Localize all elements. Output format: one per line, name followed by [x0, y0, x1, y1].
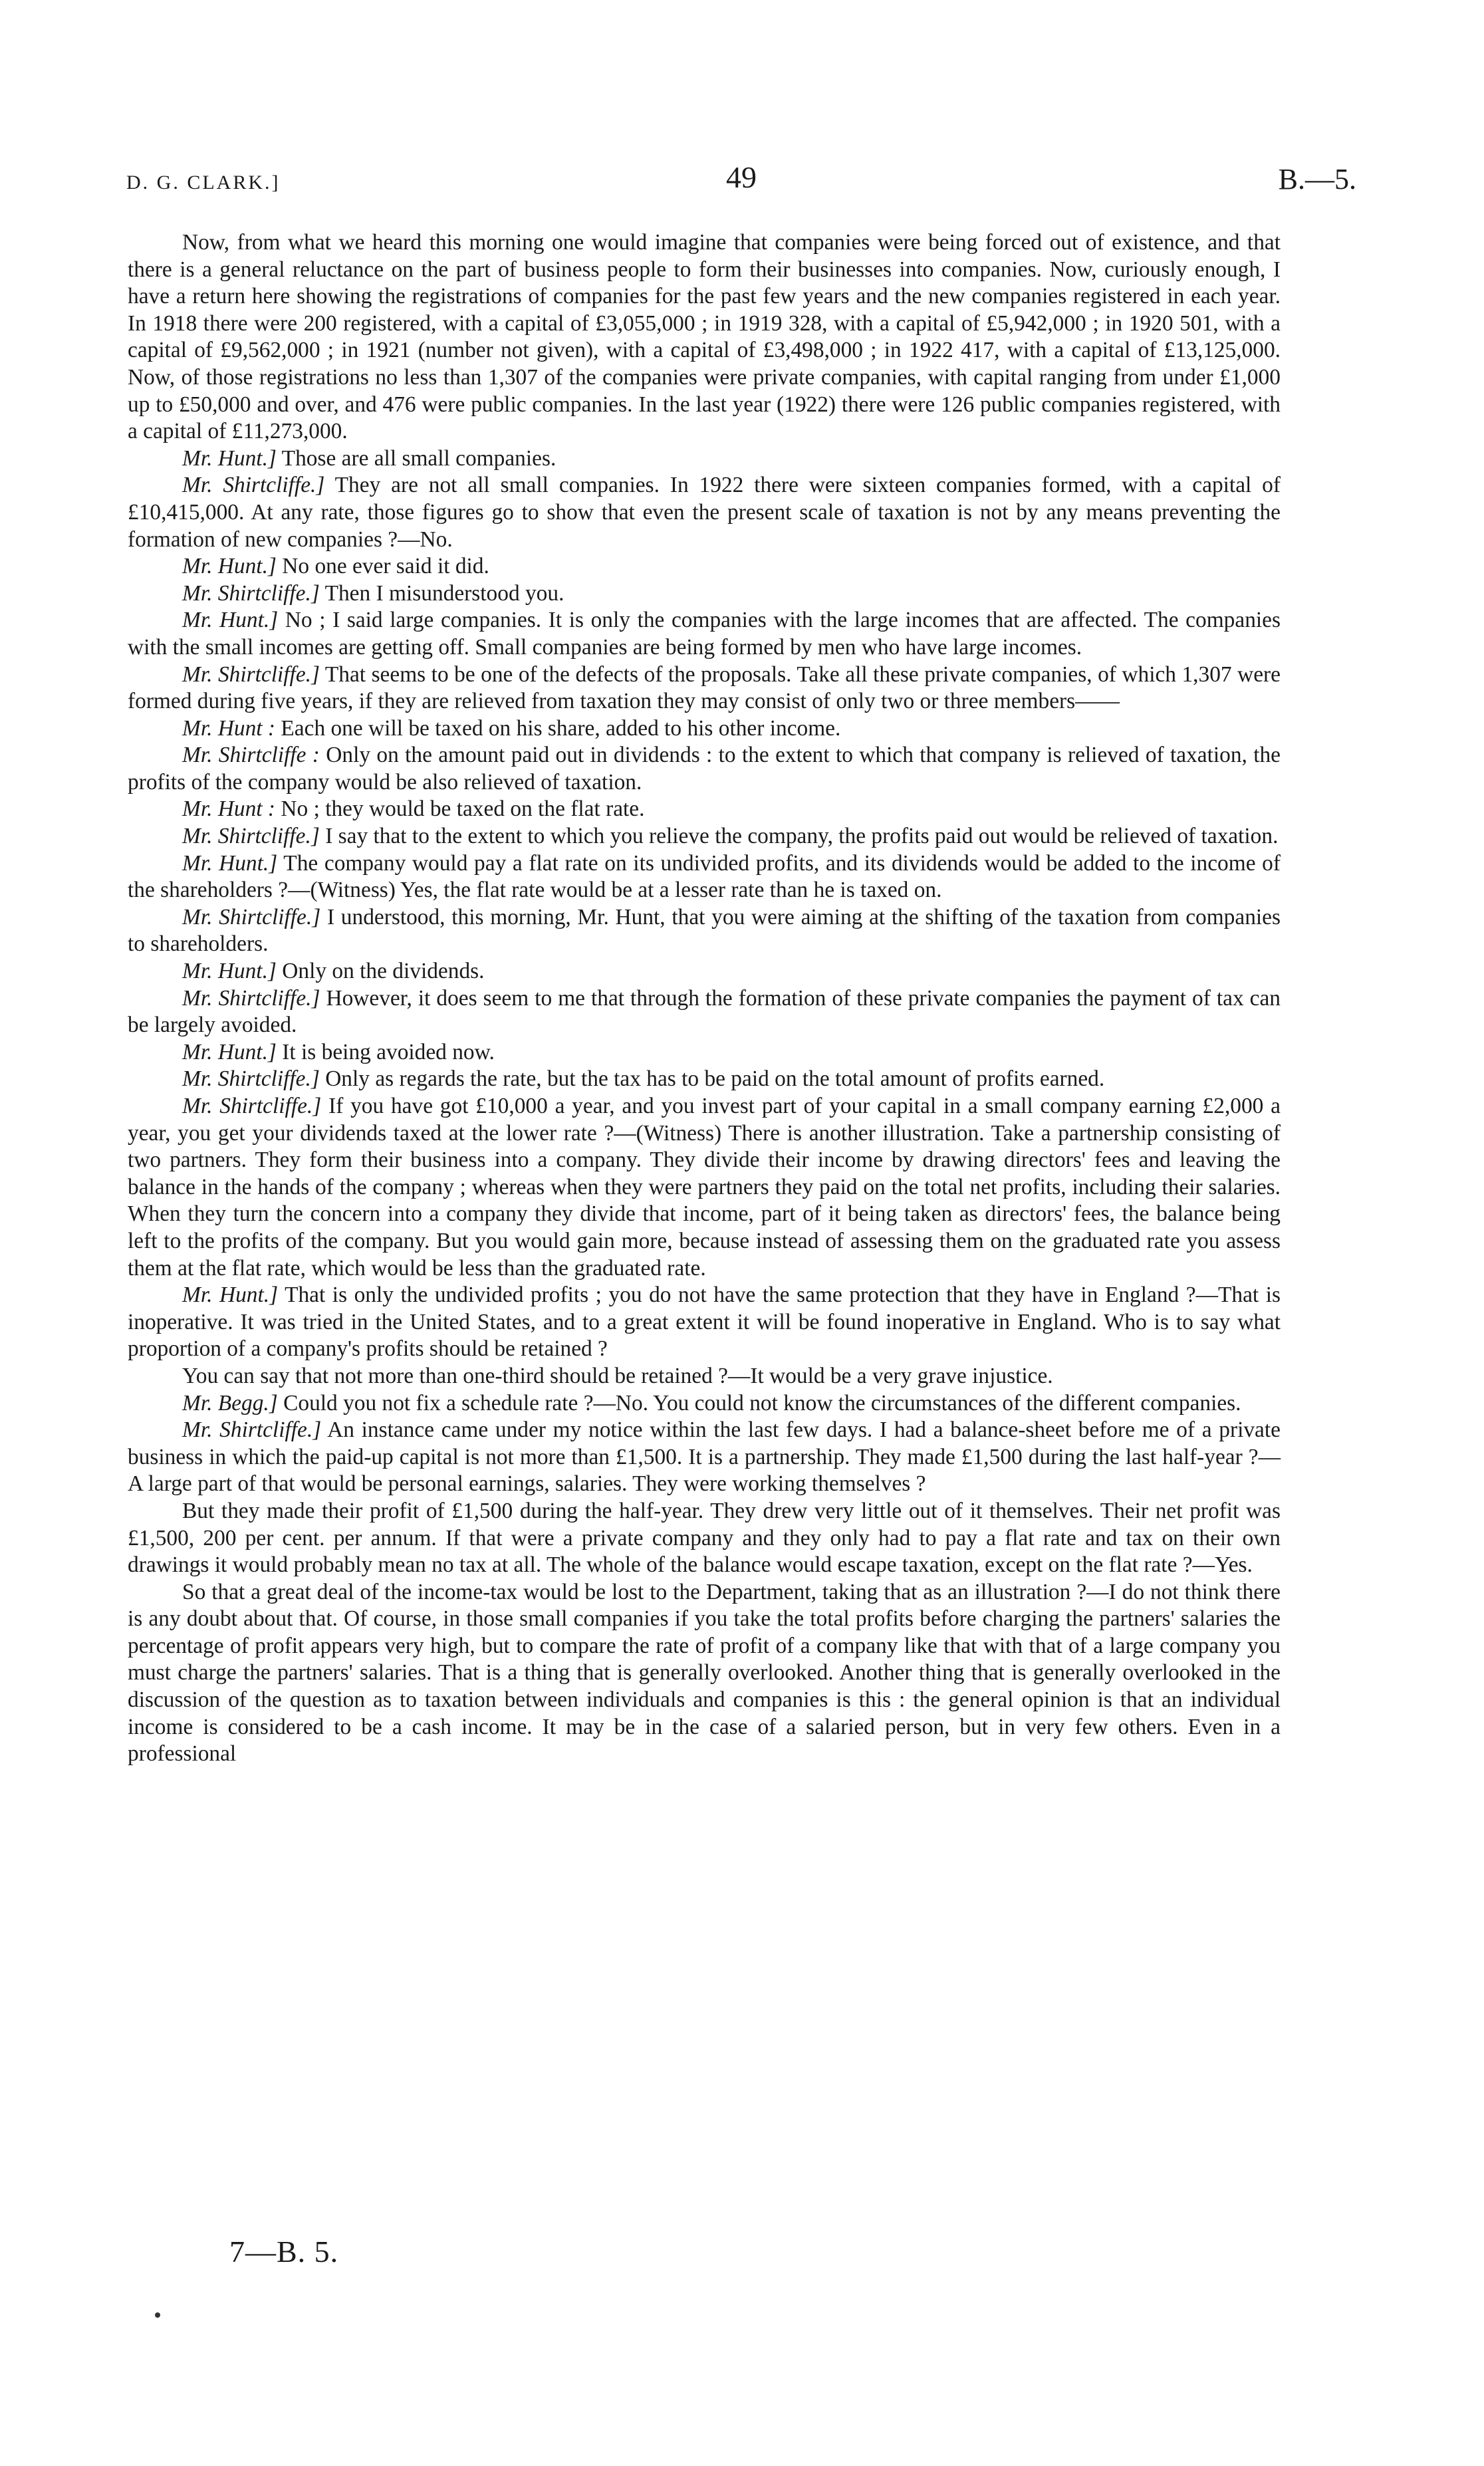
transcript-paragraph [128, 985, 1281, 1039]
paragraph-text: Each one will be taxed on his share, added to his other income. [275, 715, 841, 741]
transcript-paragraph [128, 1282, 1281, 1363]
transcript-paragraph [128, 445, 1281, 473]
speaker-label: Mr. Shirtcliffe.] [182, 580, 320, 606]
speaker-label: Mr. Hunt.] [182, 608, 279, 633]
transcript-paragraph [128, 1417, 1281, 1498]
paragraph-text: Only as regards the rate, but the tax has to be paid on the total amount of profits earned. [319, 1066, 1105, 1092]
transcript-paragraph [128, 229, 1281, 445]
speaker-label: Mr. Hunt : [182, 797, 276, 822]
speaker-label: Mr. Begg.] [182, 1390, 278, 1416]
transcript-paragraph [128, 742, 1281, 796]
speaker-label: Mr. Shirtcliffe.] [182, 1066, 320, 1092]
paragraph-text: Then I misunderstood you. [319, 580, 564, 606]
document-reference: B.—5. [1278, 163, 1356, 195]
transcript-paragraph [128, 1579, 1281, 1768]
transcript-paragraph [128, 1498, 1281, 1579]
transcript-paragraph [128, 580, 1281, 608]
paragraph-text: The company would pay a flat rate on its undivided profits, and its dividends would be added to the income of the shareholders ?—(Witness) Yes, the flat rate would be at a lesser rate than he is taxed on. [128, 850, 1281, 903]
speaker-label: Mr. Shirtcliffe.] [182, 1094, 322, 1118]
paragraph-text: Those are all small companies. [276, 445, 556, 471]
paragraph-text: However, it does seem to me that through the formation of these private companies the payment of tax can be largely avoided. [128, 985, 1281, 1038]
paragraph-text: I understood, this morning, Mr. Hunt, that you were aiming at the shifting of the taxation from companies to shareholders. [128, 904, 1281, 957]
speaker-label: Mr. Hunt.] [182, 1039, 277, 1064]
paragraph-text: But they made their profit of £1,500 during the half-year. They drew very little out of it themselves. Their net profit was £1,500, 200 per cent. per annum. If that were a private company and they only had to pay a flat rate and tax on their own drawings it would probably mean no tax at all. The whole of the balance would escape taxation, except on the flat rate ?—Yes. [128, 1498, 1281, 1578]
speaker-label: Mr. Shirtcliffe.] [182, 824, 320, 849]
paragraph-text: That seems to be one of the defects of the proposals. Take all these private companies, of which 1,307 were formed during five years, if they are relieved from taxation they may consist of only two or three members—— [128, 662, 1281, 714]
paragraph-text: If you have got £10,000 a year, and you invest part of your capital in a small company earning £2,000 a year, you get your dividends taxed at the lower rate ?—(Witness) There is another illustration. Take a partnership consisting of two partners. They form their business into a company. They divide their income by drawing directors' fees and leaving the balance in the hands of the company ; whereas when they were partners they paid on the total net profits, including their salaries. When they turn the concern into a company they divide that income, part of it being taken as directors' fees, the balance being left to the profits of the company. But you would gain more, because instead of assessing them on the graduated rate you assess them at the flat rate, which would be less than the graduated rate. [128, 1094, 1281, 1281]
witness-name: D. G. CLARK.] [126, 172, 281, 193]
paragraph-text: No ; they would be taxed on the flat rate. [275, 797, 645, 822]
speaker-label: Mr. Hunt.] [182, 850, 278, 876]
transcript-paragraph [128, 553, 1281, 580]
speaker-label: Mr. Shirtcliffe.] [182, 1418, 322, 1443]
transcript-paragraph [128, 1390, 1281, 1418]
transcript-paragraph [128, 1363, 1281, 1390]
transcript-paragraph [128, 662, 1281, 715]
transcript-paragraph [128, 607, 1281, 661]
paragraph-text: It is being avoided now. [276, 1039, 495, 1064]
transcript-paragraph [128, 850, 1281, 904]
transcript-paragraph [128, 1039, 1281, 1066]
speaker-label: Mr. Shirtcliffe.] [182, 473, 325, 498]
speaker-label: Mr. Hunt : [182, 715, 276, 741]
paragraph-text: That is only the undivided profits ; you do not have the same protection that they have in England ?—That is inoperative. It was tried in the United States, and to a great extent it will be found inoperative in England. Who is to say what proportion of a company's profits should be retained ? [128, 1283, 1281, 1362]
transcript-paragraph [128, 958, 1281, 985]
transcript-paragraph [128, 1066, 1281, 1093]
speaker-label: Mr. Hunt.] [182, 1283, 279, 1308]
speaker-label: Mr. Hunt.] [182, 959, 277, 984]
paragraph-text: Only on the dividends. [276, 959, 485, 984]
signature-mark: 7—B. 5. [229, 2235, 339, 2269]
transcript-paragraph [128, 472, 1281, 553]
transcript-paragraph [128, 715, 1281, 743]
paragraph-text: No one ever said it did. [276, 554, 489, 579]
transcript-paragraph [128, 823, 1281, 850]
paragraph-text: An instance came under my notice within the last few days. I had a balance-sheet before me of a private business in which the paid-up capital is not more than £1,500. It is a partnership. They made £1,500 during the last half-year ?—A large part of that would be personal earnings, salaries. They were working themselves ? [128, 1418, 1281, 1497]
paragraph-text: Now, from what we heard this morning one would imagine that companies were being forced out of existence, and that there is a general reluctance on the part of business people to form their businesses into companies. Now, curiously enough, I have a return here showing the registrations of companies for the past few years and the new companies registered in each year. In 1918 there were 200 registered, with a capital of £3,055,000 ; in 1919 328, with a capital of £5,942,000 ; in 1920 501, with a capital of £9,562,000 ; in 1921 (number not given), with a capital of £3,498,000 ; in 1922 417, with a capital of £13,125,000. Now, of those registrations no less than 1,307 of the companies were private companies, with capital ranging from under £1,000 up to £50,000 and over, and 476 were public companies. In the last year (1922) there were 126 public companies registered, with a capital of £11,273,000. [128, 230, 1281, 444]
transcript-body [128, 229, 1281, 1768]
speaker-label: Mr. Shirtcliffe.] [182, 662, 320, 687]
paragraph-text: You can say that not more than one-third should be retained ?—It would be a very grave injustice. [182, 1363, 1053, 1388]
paragraph-text: No ; I said large companies. It is only the companies with the large incomes that are affected. The companies with the small incomes are getting off. Small companies are being formed by men who have large incomes. [128, 608, 1281, 660]
paragraph-text: So that a great deal of the income-tax would be lost to the Department, taking that as an illustration ?—I do not think there is any doubt about that. Of course, in those small companies if you take the total profits before charging the partners' salaries the percentage of profit appears very high, but to compare the rate of profit of a company like that with that of a large company you must charge the partners' salaries. That is a thing that is generally overlooked. Another thing that is generally overlooked in the discussion of the question as to taxation between individuals and companies is this : the general opinion is that an individual income is considered to be a cash income. It may be in the case of a salaried person, but in very few others. Even in a professional [128, 1579, 1281, 1767]
speaker-label: Mr. Shirtcliffe.] [182, 985, 320, 1011]
print-speck [155, 2312, 160, 2318]
speaker-label: Mr. Hunt.] [182, 554, 277, 579]
transcript-paragraph [128, 904, 1281, 958]
transcript-paragraph [128, 1093, 1281, 1282]
paragraph-text: I say that to the extent to which you relieve the company, the profits paid out would be relieved of taxation. [319, 824, 1279, 849]
paragraph-text: They are not all small companies. In 1922 there were sixteen companies formed, with a capital of £10,415,000. At any rate, those figures go to show that even the present scale of taxation is not by any means preventing the formation of new companies ?—No. [128, 473, 1281, 552]
paragraph-text: Only on the amount paid out in dividends : to the extent to which that company is relieved of taxation, the profits of the company would be also relieved of taxation. [128, 743, 1281, 795]
speaker-label: Mr. Shirtcliffe.] [182, 904, 321, 929]
paragraph-text: Could you not fix a schedule rate ?—No. You could not know the circumstances of the different companies. [277, 1390, 1241, 1416]
speaker-label: Mr. Hunt.] [182, 445, 277, 471]
page-header [126, 160, 1356, 213]
page-number: 49 [726, 160, 757, 194]
speaker-label: Mr. Shirtcliffe : [182, 743, 320, 768]
transcript-paragraph [128, 796, 1281, 823]
